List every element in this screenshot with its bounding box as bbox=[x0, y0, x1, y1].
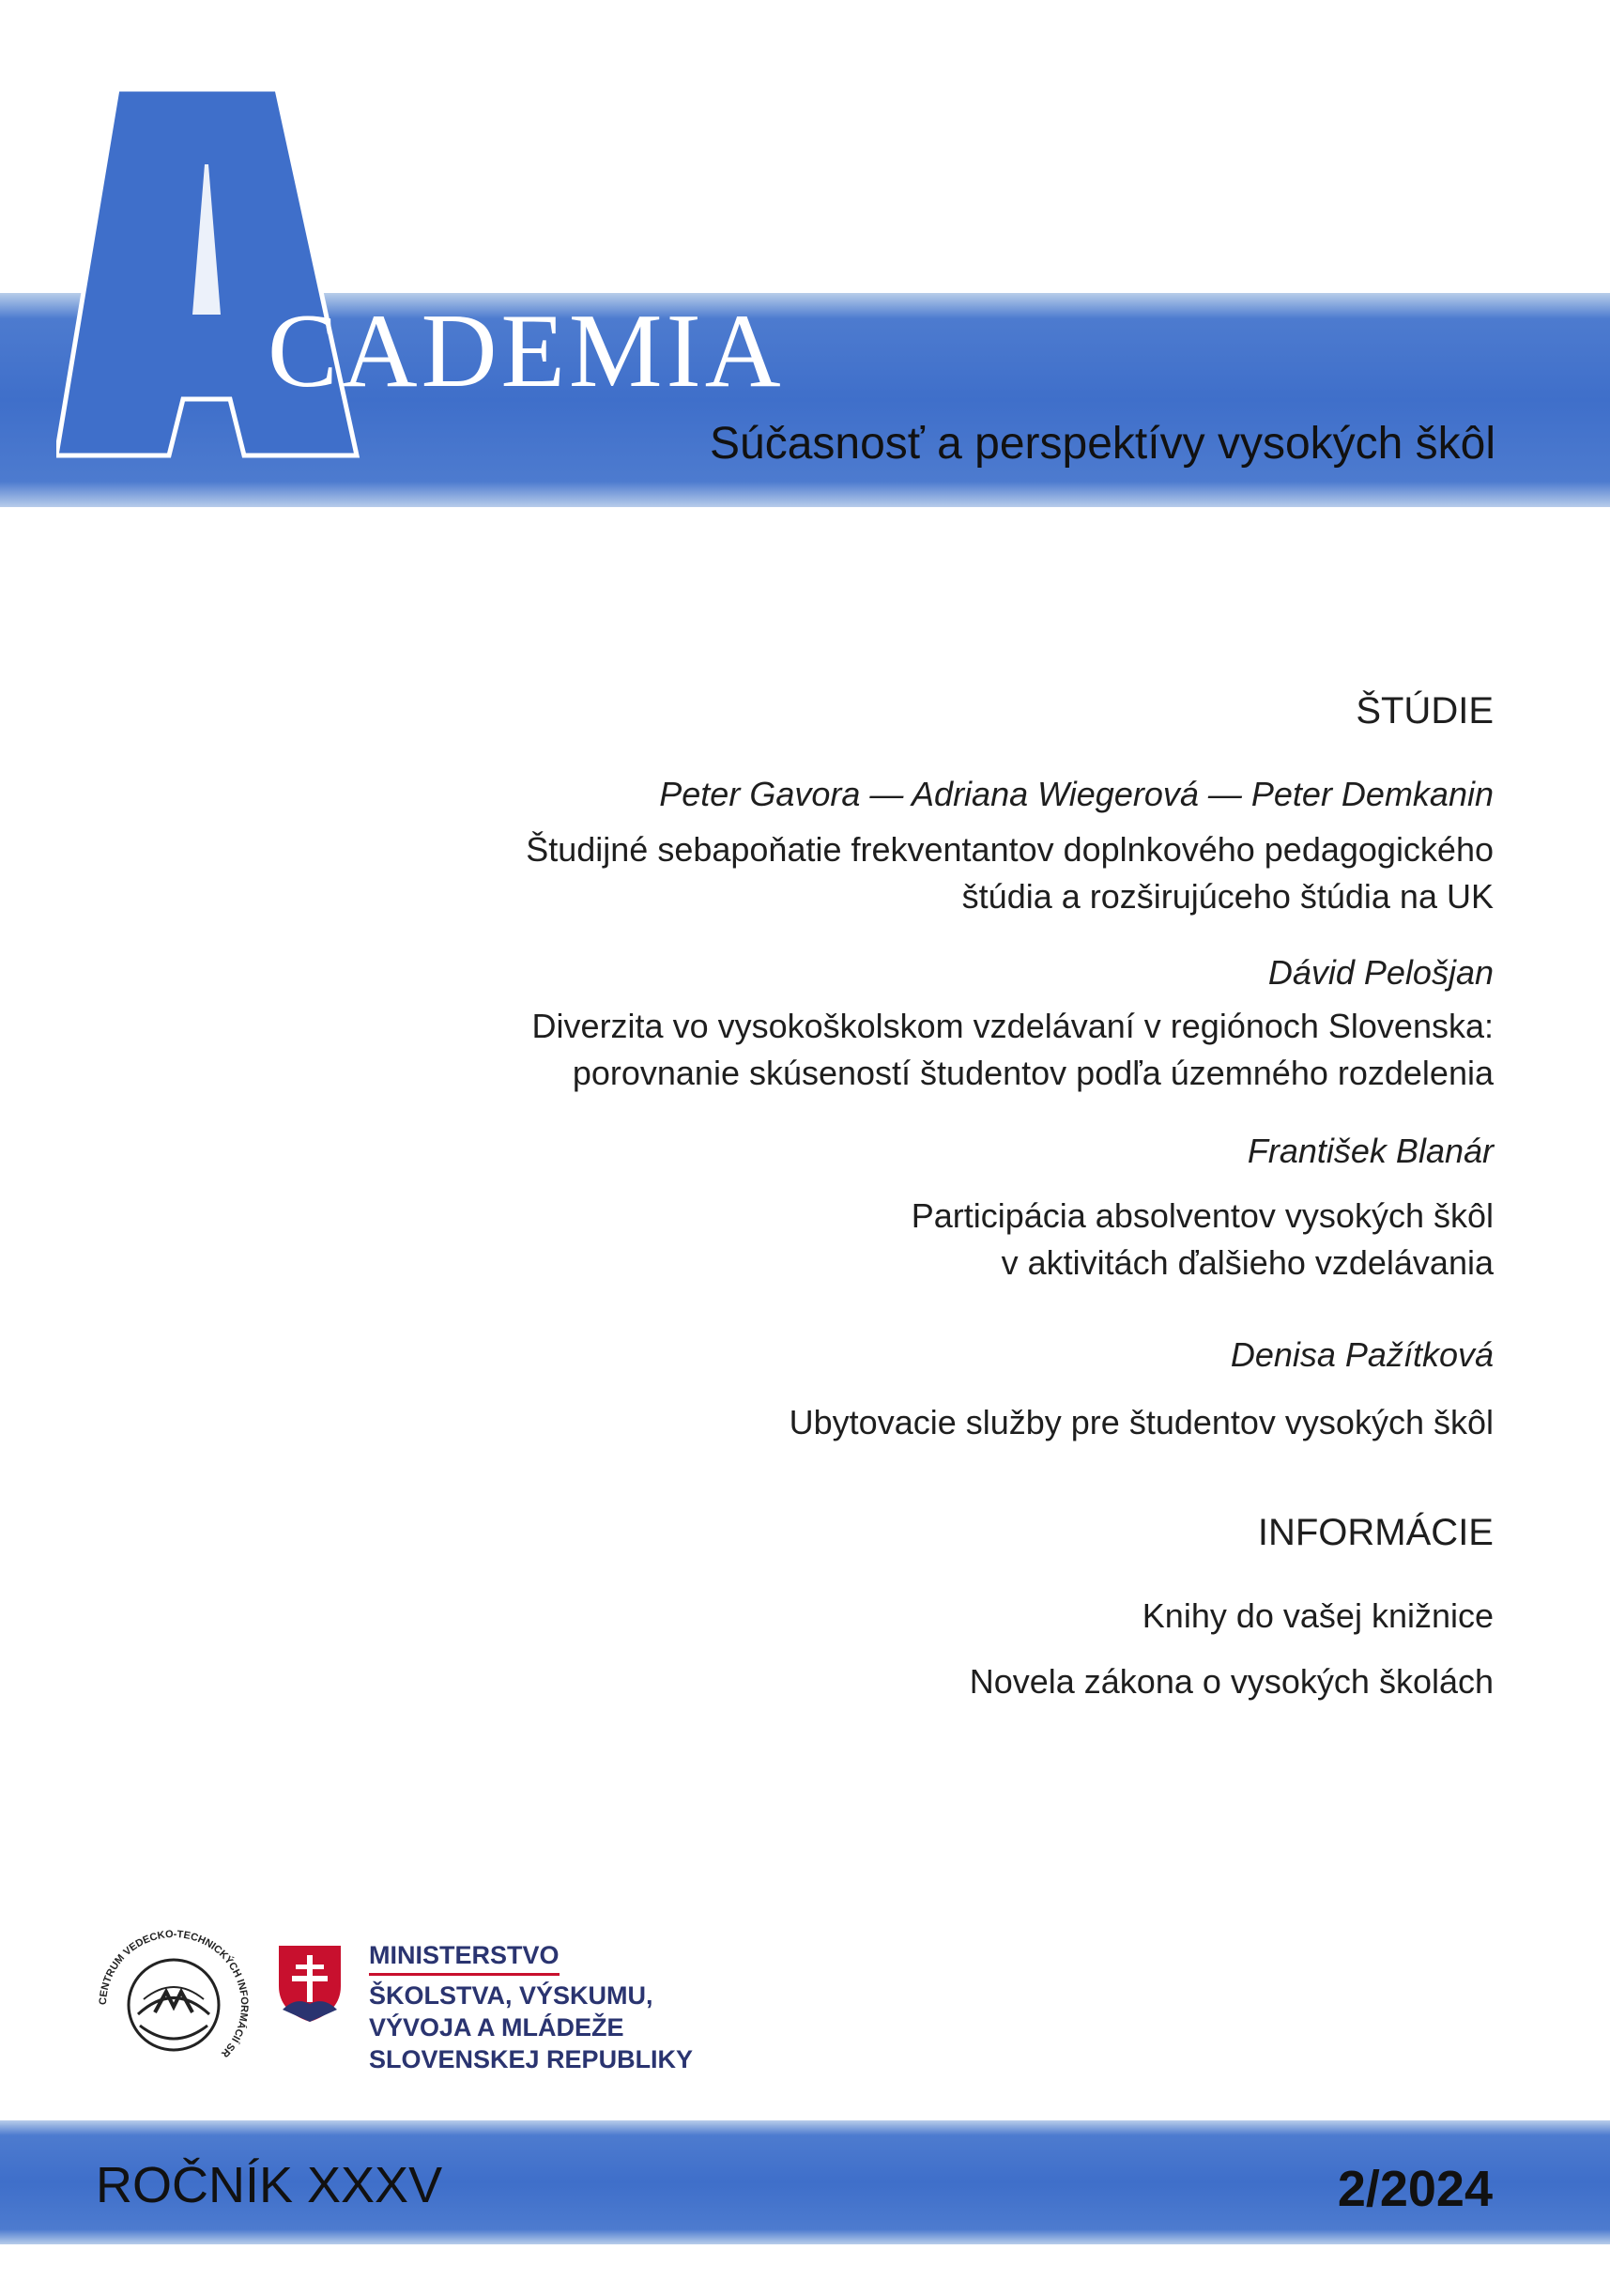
ministry-line: ŠKOLSTVA, VÝSKUMU, bbox=[369, 1981, 653, 2010]
journal-subtitle: Súčasnosť a perspektívy vysokých škôl bbox=[710, 419, 1496, 469]
article-title-line: Diverzita vo vysokoškolskom vzdelávaní v regiónoch Slovenska: bbox=[531, 1007, 1494, 1045]
article-title-line: Participácia absolventov vysokých škôl bbox=[911, 1196, 1494, 1235]
ministry-line: MINISTERSTVO bbox=[369, 1939, 560, 1976]
cvti-logo bbox=[89, 1920, 258, 2089]
article-authors: Peter Gavora — Adriana Wiegerová — Peter Demkanin bbox=[659, 775, 1494, 813]
journal-title: CADEMIA bbox=[268, 293, 785, 409]
article-title bbox=[790, 1399, 1494, 1446]
publisher-logos bbox=[89, 1920, 746, 2089]
article-title-line: v aktivitách ďalšieho vzdelávania bbox=[1001, 1243, 1494, 1282]
article-title bbox=[526, 826, 1494, 920]
article-title bbox=[912, 1193, 1494, 1287]
ministry-name bbox=[369, 1939, 693, 2075]
article-title-line: Študijné sebapoňatie frekventantov doplnkového pedagogického bbox=[526, 830, 1494, 869]
information-item: Novela zákona o vysokých školách bbox=[969, 1662, 1494, 1701]
slovak-coat-of-arms-icon bbox=[277, 1944, 343, 2024]
volume-label: ROČNÍK XXXV bbox=[96, 2157, 443, 2213]
section-heading-information: INFORMÁCIE bbox=[1257, 1512, 1494, 1553]
article-title-line: porovnanie skúseností študentov podľa územného rozdelenia bbox=[572, 1054, 1494, 1092]
article-title-line: Ubytovacie služby pre študentov vysokých škôl bbox=[789, 1403, 1494, 1441]
article-authors: Denisa Pažítková bbox=[1230, 1335, 1494, 1374]
issue-number: 2/2024 bbox=[1337, 2161, 1493, 2217]
article-authors: Dávid Pelošjan bbox=[1267, 953, 1494, 992]
ministry-line: SLOVENSKEJ REPUBLIKY bbox=[369, 2045, 694, 2073]
section-heading-studies: ŠTÚDIE bbox=[1356, 690, 1494, 732]
ministry-line: VÝVOJA A MLÁDEŽE bbox=[369, 2013, 624, 2042]
information-item: Knihy do vašej knižnice bbox=[1142, 1596, 1494, 1635]
cvti-logo-text: CENTRUM VEDECKO-TECHNICKÝCH INFORMÁCIÍ SR bbox=[97, 1928, 251, 2059]
article-title bbox=[532, 1003, 1494, 1097]
article-authors: František Blanár bbox=[1247, 1132, 1494, 1170]
article-title-line: štúdia a rozširujúceho štúdia na UK bbox=[961, 877, 1494, 916]
